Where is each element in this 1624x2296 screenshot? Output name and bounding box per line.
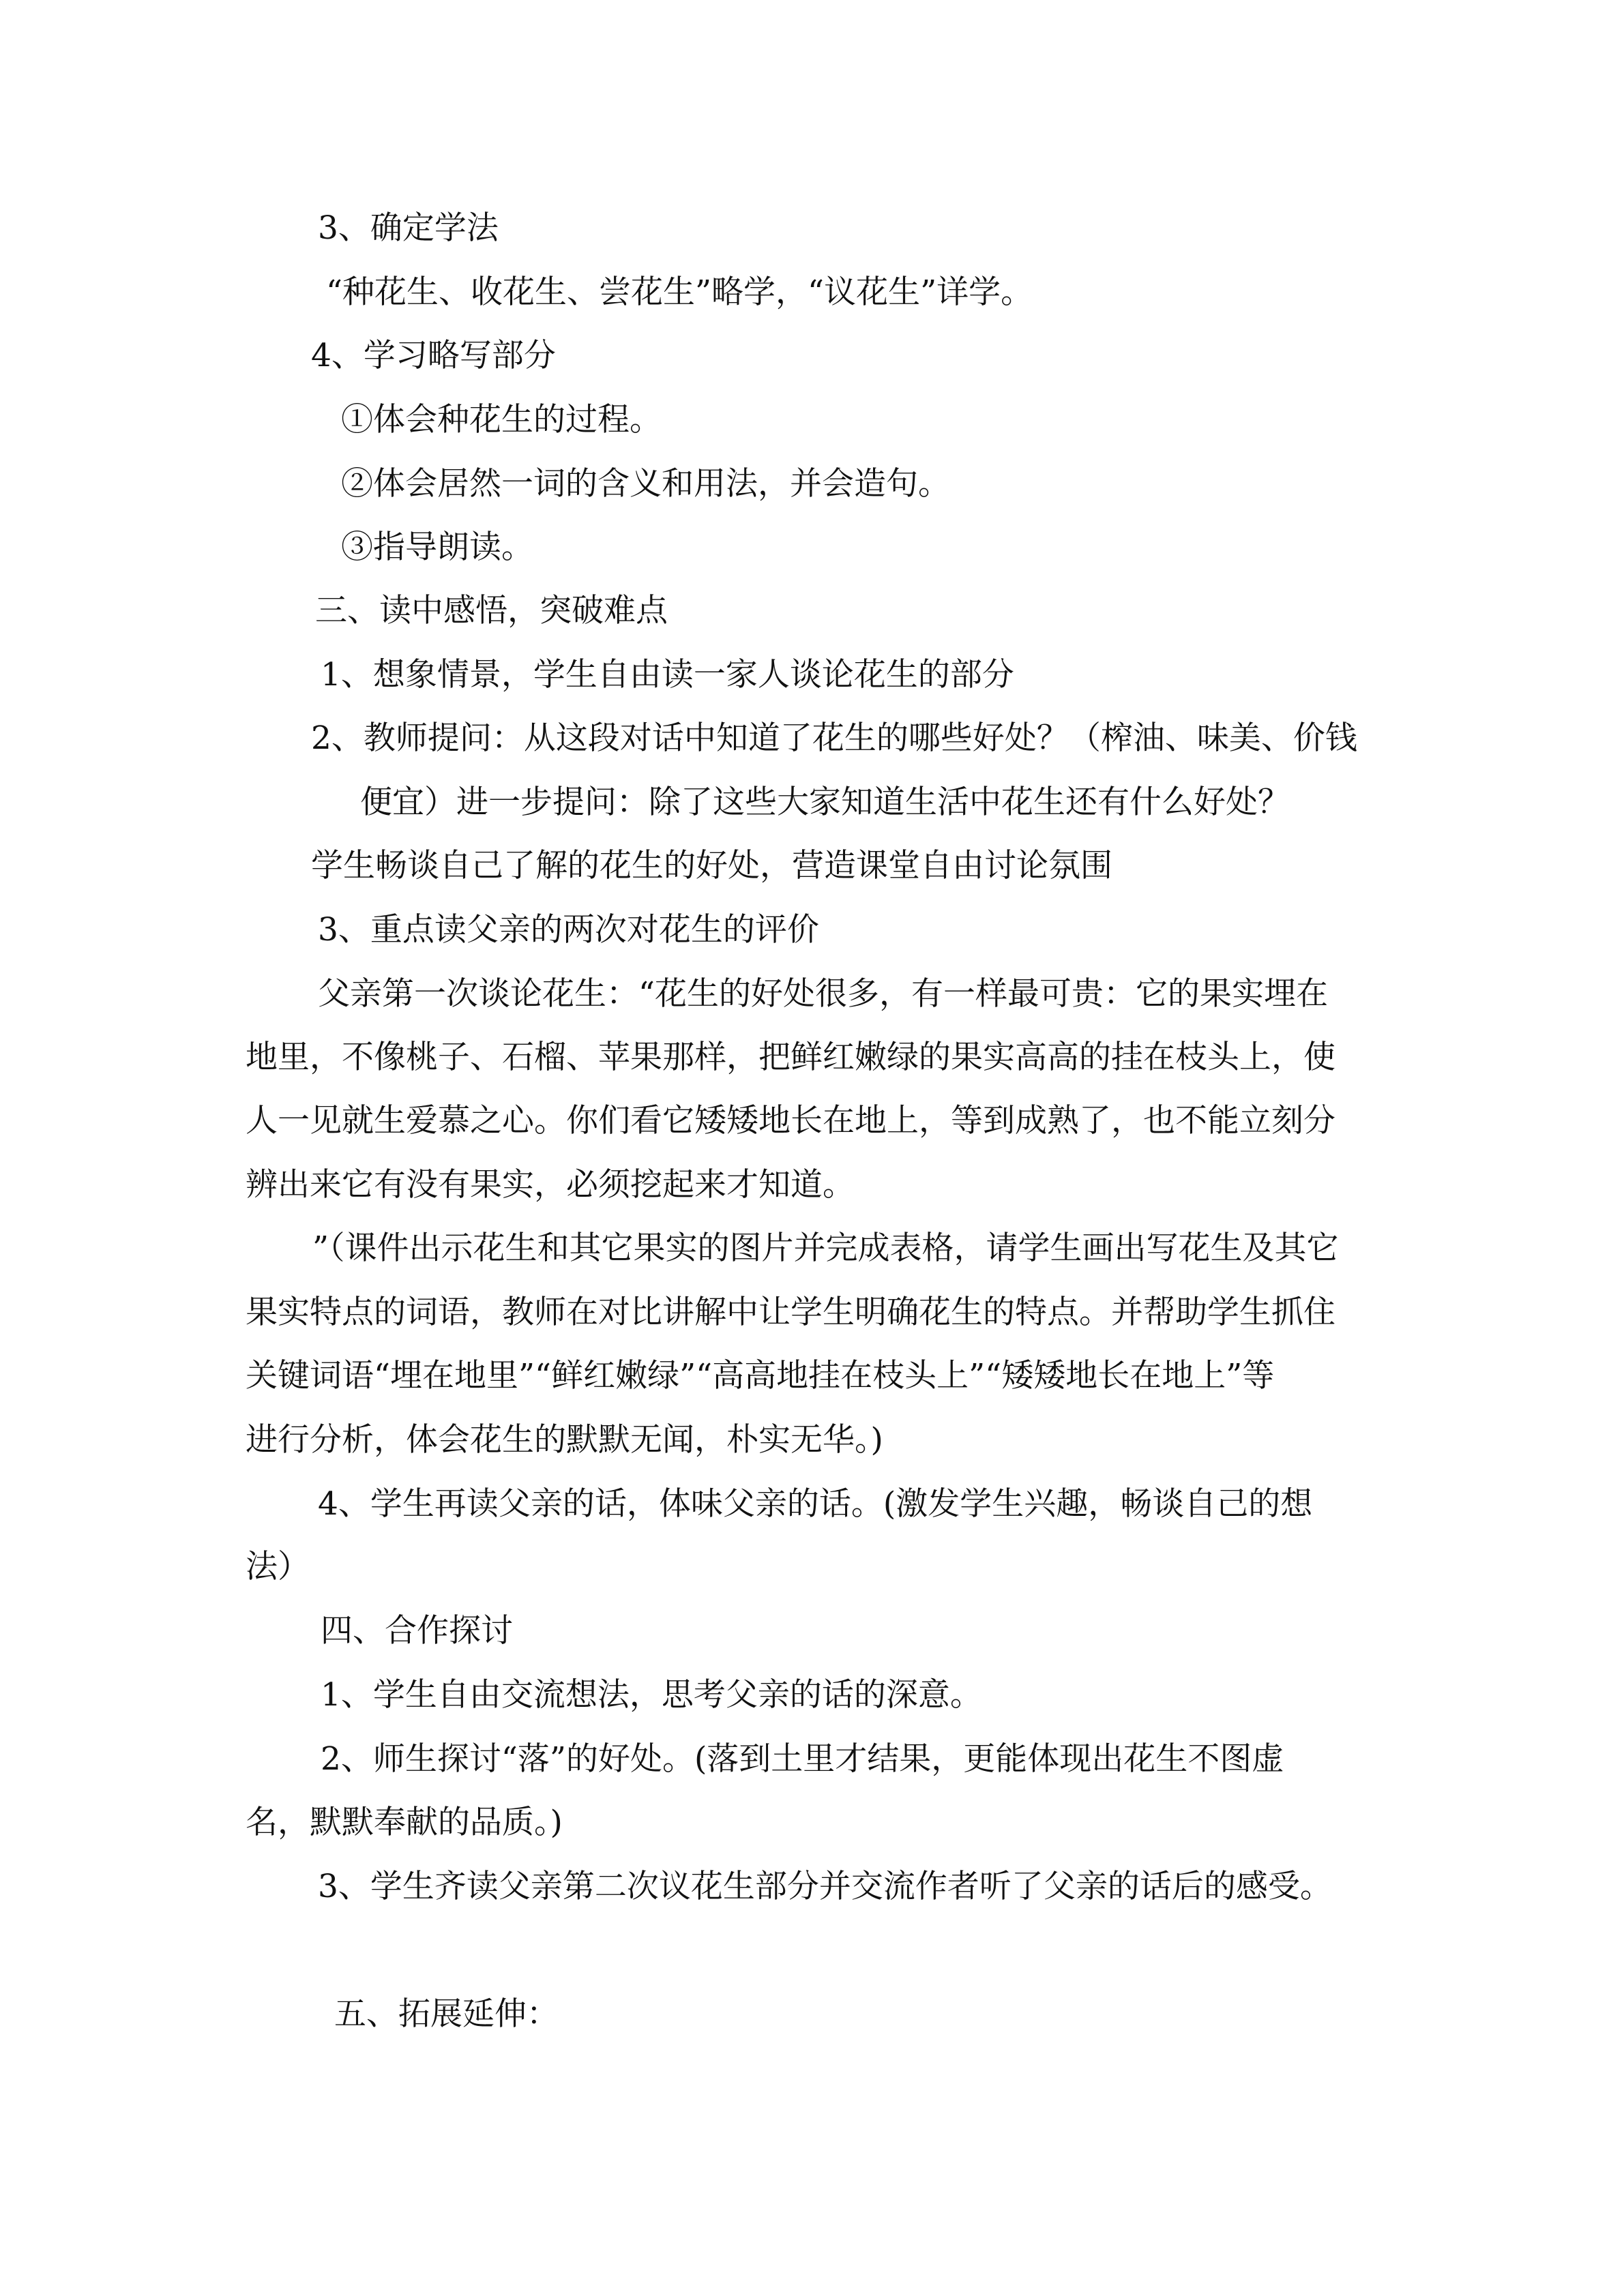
text-line-24: 1、学生自由交流想法，思考父亲的话的深意。: [321, 1676, 982, 1714]
text-line-3: 4、学习略写部分: [311, 337, 556, 374]
text-line-11: 学生畅谈自己了解的花生的好处，营造课堂自由讨论氛围: [311, 847, 1112, 884]
text-line-8: 1、想象情景，学生自由读一家人谈论花生的部分: [321, 656, 1014, 694]
text-line-10: 便宜）进一步提问：除了这些大家知道生活中花生还有什么好处？: [360, 784, 1290, 821]
text-line-14: 地里，不像桃子、石榴、苹果那样，把鲜红嫩绿的果实高高的挂在枝头上，使: [246, 1039, 1335, 1076]
text-line-12: 3、重点读父亲的两次对花生的评价: [318, 911, 819, 949]
text-line-1: 3、确定学法: [318, 209, 499, 247]
text-line-5: ②体会居然一词的含义和用法，并会造句。: [341, 465, 950, 503]
text-line-21: 4、学生再读父亲的话，体味父亲的话。(激发学生兴趣，畅谈自己的想: [318, 1485, 1313, 1523]
text-line-23: 四、合作探讨: [321, 1612, 513, 1650]
text-line-26: 名，默默奉献的品质。): [246, 1804, 563, 1841]
text-line-7: 三、读中感悟，突破难点: [315, 592, 668, 629]
text-line-27: 3、学生齐读父亲第二次议花生部分并交流作者听了父亲的话后的感受。: [318, 1868, 1332, 1905]
text-line-9: 2、教师提问：从这段对话中知道了花生的哪些好处？（榨油、味美、价钱: [311, 719, 1357, 757]
text-line-2: “种花生、收花生、尝花生”略学，“议花生”详学。: [326, 273, 1033, 311]
text-line-17: ”（课件出示花生和其它果实的图片并完成表格，请学生画出写花生及其它: [312, 1229, 1339, 1267]
text-line-18: 果实特点的词语，教师在对比讲解中让学生明确花生的特点。并帮助学生抓住: [246, 1294, 1335, 1331]
text-line-13: 父亲第一次谈论花生：“花生的好处很多，有一样最可贵：它的果实埋在: [318, 975, 1329, 1013]
text-line-6: ③指导朗读。: [341, 528, 533, 566]
text-line-19: 关键词语“埋在地里”“鲜红嫩绿”“高高地挂在枝头上”“矮矮地长在地上”等: [246, 1357, 1275, 1395]
text-line-25: 2、师生探讨“落”的好处。(落到土里才结果，更能体现出花生不图虚: [321, 1740, 1284, 1778]
text-line-22: 法）: [246, 1548, 310, 1585]
text-line-15: 人一见就生爱慕之心。你们看它矮矮地长在地上，等到成熟了，也不能立刻分: [246, 1102, 1335, 1139]
text-line-28: 五、拓展延伸：: [334, 1995, 559, 2033]
text-line-16: 辨出来它有没有果实，必须挖起来才知道。: [246, 1166, 855, 1204]
text-line-20: 进行分析，体会花生的默默无闻，朴实无华。): [246, 1421, 883, 1459]
text-line-4: ①体会种花生的过程。: [341, 401, 662, 438]
